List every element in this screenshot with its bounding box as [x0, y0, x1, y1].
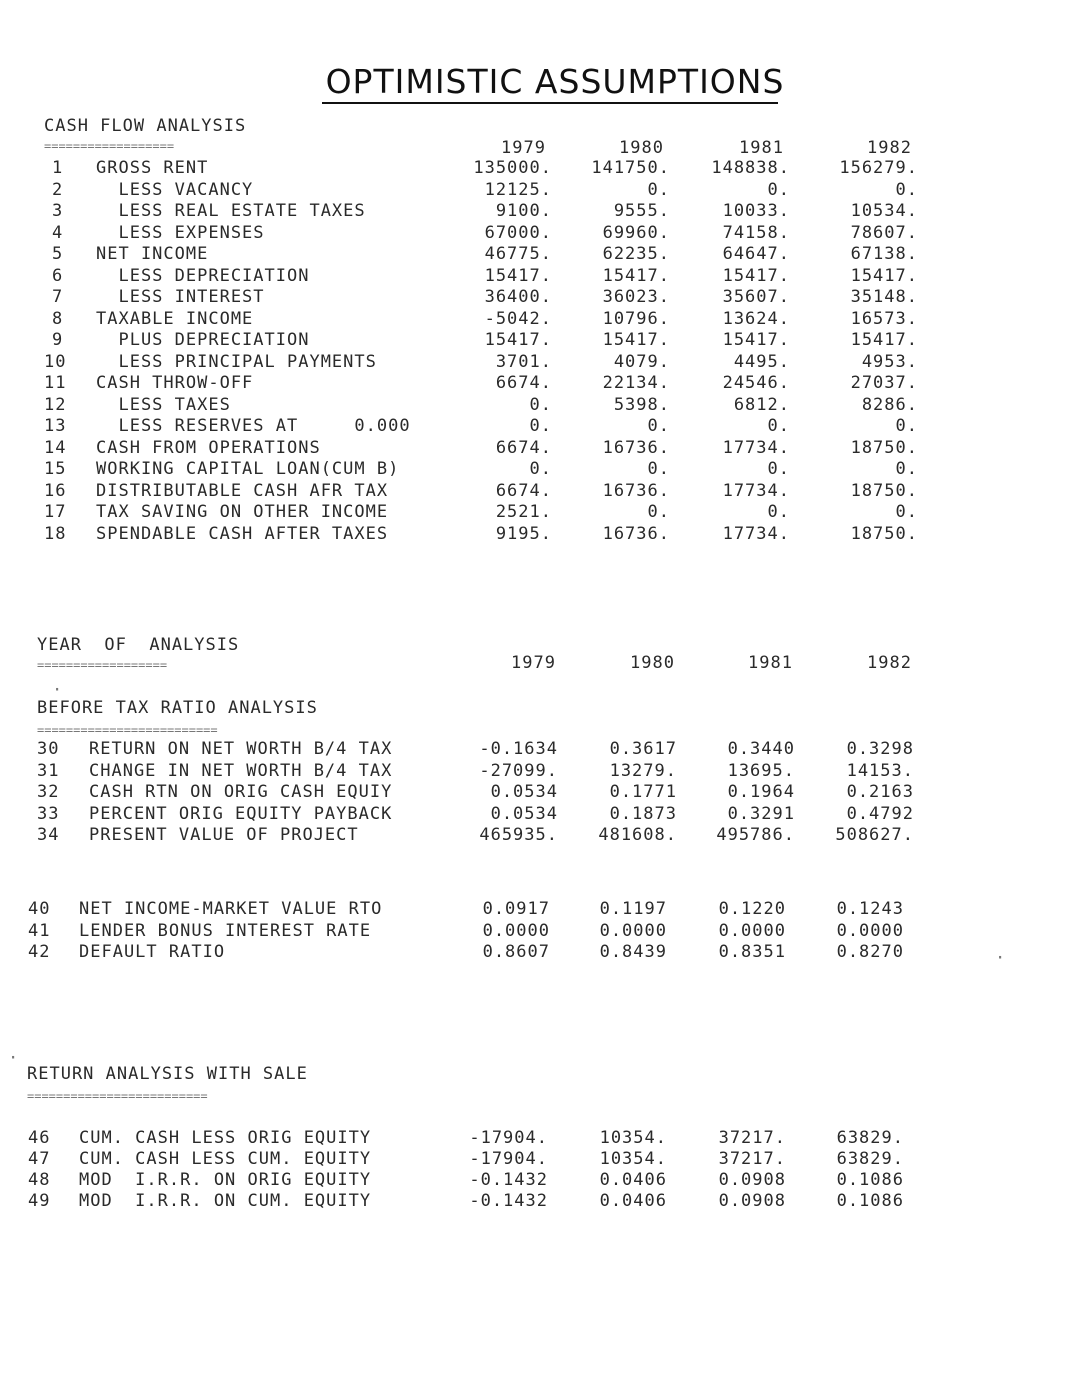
row-number: 10 [44, 351, 67, 372]
row-value: 0.1243 [836, 899, 904, 919]
row-value: 67138. [850, 244, 918, 264]
row-value: 0. [767, 179, 790, 200]
column-year: 1980 [619, 138, 664, 158]
row-value: 10796. [602, 308, 670, 329]
row-value: 16736. [602, 523, 670, 544]
row-value: -17904. [469, 1149, 548, 1169]
row-value: 0. [647, 416, 670, 436]
row-value: 0.3617 [609, 739, 677, 759]
row-value: 0. [529, 394, 552, 415]
row-value: 16736. [602, 437, 670, 458]
row-value: 3701. [495, 351, 552, 372]
row-value: 0.2163 [846, 782, 914, 802]
row-value: 0. [767, 416, 790, 436]
row-value: 0. [767, 459, 790, 479]
row-value: 16736. [602, 480, 670, 501]
row-value: 9195. [495, 523, 552, 544]
row-value: 10534. [850, 201, 918, 221]
row-value: 0.0000 [599, 920, 667, 941]
row-value: -0.1432 [469, 1170, 548, 1190]
heading-rule: ================== [44, 139, 175, 153]
row-value: 15417. [602, 330, 670, 350]
row-label: PRESENT VALUE OF PROJECT [89, 825, 359, 845]
row-value: 0.0917 [482, 899, 550, 919]
page-title: OPTIMISTIC ASSUMPTIONS [325, 62, 785, 101]
row-value: 22134. [602, 373, 670, 393]
column-year: 1981 [748, 653, 793, 673]
row-value: 0. [529, 416, 552, 436]
row-number: 41 [28, 920, 51, 941]
row-label: WORKING CAPITAL LOAN(CUM B) [96, 459, 400, 479]
row-value: 148838. [711, 158, 790, 178]
row-number: 9 [52, 330, 64, 350]
row-value: 69960. [602, 222, 670, 243]
row-value: 15417. [602, 265, 670, 286]
row-number: 4 [52, 222, 64, 243]
row-label: DISTRIBUTABLE CASH AFR TAX [96, 480, 389, 501]
row-label: TAXABLE INCOME [96, 308, 254, 329]
row-number: 12 [44, 394, 67, 415]
row-value: 37217. [718, 1149, 786, 1169]
row-number: 42 [28, 942, 51, 962]
row-number: 16 [44, 480, 67, 501]
row-value: 6674. [495, 373, 552, 393]
row-value: 6812. [733, 394, 790, 415]
row-value: 15417. [484, 330, 552, 350]
row-label: CUM. CASH LESS CUM. EQUITY [79, 1149, 372, 1169]
row-value: -27099. [479, 760, 558, 781]
row-value: -0.1634 [479, 739, 558, 759]
row-value: 0.8351 [718, 942, 786, 962]
row-value: 495786. [716, 825, 795, 845]
row-value: 13279. [609, 760, 677, 781]
row-value: 135000. [473, 158, 552, 178]
row-value: 2521. [495, 502, 552, 522]
row-number: 13 [44, 416, 67, 436]
row-value: 0.1086 [836, 1191, 904, 1211]
column-year: 1982 [867, 653, 912, 673]
row-value: 0.3298 [846, 739, 914, 759]
row-value: 0. [647, 459, 670, 479]
row-number: 47 [28, 1149, 51, 1169]
row-value: 35607. [722, 287, 790, 307]
row-value: 0. [647, 502, 670, 522]
row-value: 63829. [836, 1128, 904, 1148]
row-value: 481608. [598, 825, 677, 845]
row-value: 15417. [850, 330, 918, 350]
row-value: 0.0406 [599, 1170, 667, 1190]
row-number: 1 [52, 158, 64, 178]
row-label: CASH THROW-OFF [96, 373, 254, 393]
row-value: 0. [647, 179, 670, 200]
row-value: 10033. [722, 201, 790, 221]
row-value: 0.0000 [482, 920, 550, 941]
row-number: 49 [28, 1191, 51, 1211]
row-value: 0.0000 [718, 920, 786, 941]
row-value: 17734. [722, 480, 790, 501]
section-heading: RETURN ANALYSIS WITH SALE [27, 1064, 308, 1084]
row-value: 141750. [591, 158, 670, 178]
row-number: 7 [52, 287, 64, 307]
row-number: 2 [52, 179, 64, 200]
row-number: 15 [44, 459, 67, 479]
column-year: 1982 [867, 138, 912, 158]
row-label: GROSS RENT [96, 158, 209, 178]
row-value: 0.1086 [836, 1170, 904, 1190]
row-value: 12125. [484, 179, 552, 200]
row-label: CUM. CASH LESS ORIG EQUITY [79, 1128, 372, 1148]
row-value: 0.1873 [609, 803, 677, 824]
row-number: 17 [44, 502, 67, 522]
row-number: 6 [52, 265, 64, 286]
row-label: TAX SAVING ON OTHER INCOME [96, 502, 389, 522]
row-label: LESS VACANCY [96, 179, 254, 200]
row-number: 3 [52, 201, 64, 221]
row-value: 17734. [722, 437, 790, 458]
row-label: DEFAULT RATIO [79, 942, 226, 962]
row-number: 11 [44, 373, 67, 393]
row-value: 5398. [613, 394, 670, 415]
row-value: 62235. [602, 244, 670, 264]
row-value: -0.1432 [469, 1191, 548, 1211]
row-value: 0.1964 [727, 782, 795, 802]
row-label: LESS EXPENSES [96, 222, 265, 243]
row-value: 35148. [850, 287, 918, 307]
row-label: LESS TAXES [96, 394, 231, 415]
row-label: LESS REAL ESTATE TAXES [96, 201, 366, 221]
row-value: 15417. [484, 265, 552, 286]
row-label: PERCENT ORIG EQUITY PAYBACK [89, 803, 393, 824]
row-value: 0.1771 [609, 782, 677, 802]
row-value: 0.4792 [846, 803, 914, 824]
row-value: 0.0406 [599, 1191, 667, 1211]
row-number: 14 [44, 437, 67, 458]
row-value: 15417. [722, 330, 790, 350]
row-value: 156279. [839, 158, 918, 178]
row-value: 0.8270 [836, 942, 904, 962]
row-value: 4495. [733, 351, 790, 372]
row-value: 0. [895, 416, 918, 436]
row-value: 13695. [727, 760, 795, 781]
row-value: 27037. [850, 373, 918, 393]
row-value: 0.0534 [490, 803, 558, 824]
row-value: 508627. [835, 825, 914, 845]
row-number: 32 [37, 782, 60, 802]
title-underline [322, 102, 778, 104]
row-value: 0.0908 [718, 1170, 786, 1190]
column-year: 1980 [630, 653, 675, 673]
row-label: SPENDABLE CASH AFTER TAXES [96, 523, 389, 544]
row-label: NET INCOME-MARKET VALUE RTO [79, 899, 383, 919]
row-value: 0.0000 [836, 920, 904, 941]
row-number: 34 [37, 825, 60, 845]
row-label: CASH FROM OPERATIONS [96, 437, 321, 458]
row-value: 9555. [613, 201, 670, 221]
row-value: 37217. [718, 1128, 786, 1148]
heading-rule: ========================= [27, 1089, 208, 1103]
row-value: 63829. [836, 1149, 904, 1169]
row-value: 46775. [484, 244, 552, 264]
row-value: 0.3291 [727, 803, 795, 824]
row-value: 64647. [722, 244, 790, 264]
row-value: 6674. [495, 480, 552, 501]
row-value: 0.1220 [718, 899, 786, 919]
row-value: 0. [895, 502, 918, 522]
row-number: 40 [28, 899, 51, 919]
row-label: LESS RESERVES AT 0.000 [96, 416, 411, 436]
row-label: CASH RTN ON ORIG CASH EQUIY [89, 782, 393, 802]
row-value: 4953. [861, 351, 918, 372]
row-number: 5 [52, 244, 64, 264]
row-value: -5042. [484, 308, 552, 329]
row-number: 30 [37, 739, 60, 759]
row-number: 48 [28, 1170, 51, 1190]
column-year: 1981 [739, 138, 784, 158]
row-label: MOD I.R.R. ON ORIG EQUITY [79, 1170, 372, 1190]
heading-rule: ================== [37, 658, 168, 672]
row-value: 0. [895, 179, 918, 200]
row-value: 0.8607 [482, 942, 550, 962]
row-value: 67000. [484, 222, 552, 243]
row-value: 18750. [850, 437, 918, 458]
row-value: 17734. [722, 523, 790, 544]
row-value: 10354. [599, 1128, 667, 1148]
row-label: NET INCOME [96, 244, 209, 264]
row-label: LESS INTEREST [96, 287, 265, 307]
section-heading: BEFORE TAX RATIO ANALYSIS [37, 698, 318, 718]
row-value: 16573. [850, 308, 918, 329]
row-value: 78607. [850, 222, 918, 243]
row-value: 15417. [722, 265, 790, 286]
section-heading: CASH FLOW ANALYSIS [44, 116, 247, 136]
row-value: 36400. [484, 287, 552, 307]
row-value: 24546. [722, 373, 790, 393]
row-value: 4079. [613, 351, 670, 372]
row-value: 0.0908 [718, 1191, 786, 1211]
row-value: 0.8439 [599, 942, 667, 962]
row-value: -17904. [469, 1128, 548, 1148]
row-value: 9100. [495, 201, 552, 221]
section-heading: YEAR OF ANALYSIS [37, 635, 240, 655]
row-number: 33 [37, 803, 60, 824]
row-value: 15417. [850, 265, 918, 286]
row-label: CHANGE IN NET WORTH B/4 TAX [89, 760, 393, 781]
scan-speck: · [52, 680, 63, 700]
row-label: LESS DEPRECIATION [96, 265, 310, 286]
column-year: 1979 [511, 653, 556, 673]
row-value: 18750. [850, 523, 918, 544]
row-number: 18 [44, 523, 67, 544]
row-value: 6674. [495, 437, 552, 458]
row-value: 0.3440 [727, 739, 795, 759]
row-label: PLUS DEPRECIATION [96, 330, 310, 350]
row-label: MOD I.R.R. ON CUM. EQUITY [79, 1191, 372, 1211]
row-label: RETURN ON NET WORTH B/4 TAX [89, 739, 393, 759]
row-value: 18750. [850, 480, 918, 501]
row-label: LENDER BONUS INTEREST RATE [79, 920, 372, 941]
row-label: LESS PRINCIPAL PAYMENTS [96, 351, 377, 372]
row-number: 8 [52, 308, 64, 329]
heading-rule: ========================= [37, 723, 218, 737]
row-value: 0.1197 [599, 899, 667, 919]
row-value: 0.0534 [490, 782, 558, 802]
scan-speck: · [995, 948, 1006, 968]
row-value: 13624. [722, 308, 790, 329]
column-year: 1979 [501, 138, 546, 158]
row-value: 10354. [599, 1149, 667, 1169]
row-value: 0. [767, 502, 790, 522]
row-value: 8286. [861, 394, 918, 415]
row-value: 0. [895, 459, 918, 479]
row-number: 31 [37, 760, 60, 781]
row-value: 14153. [846, 760, 914, 781]
row-value: 0. [529, 459, 552, 479]
row-value: 36023. [602, 287, 670, 307]
scan-speck: · [8, 1048, 19, 1068]
row-value: 465935. [479, 825, 558, 845]
row-number: 46 [28, 1128, 51, 1148]
row-value: 74158. [722, 222, 790, 243]
